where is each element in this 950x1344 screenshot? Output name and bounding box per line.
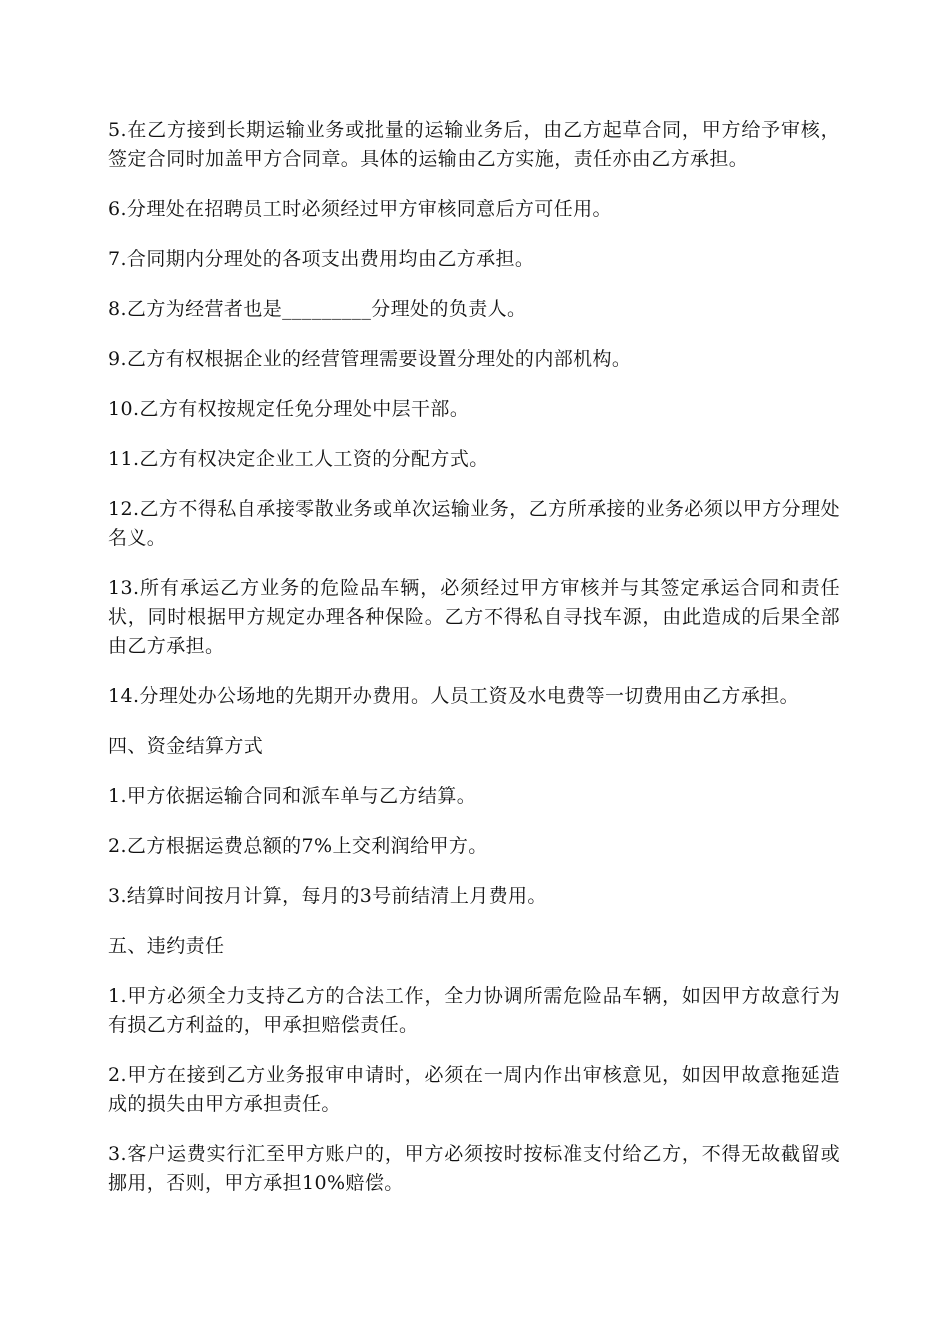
document-body: [108, 116, 840, 1219]
clause-9: 9.乙方有权根据企业的经营管理需要设置分理处的内部机构。: [108, 348, 632, 370]
section-heading-liability: 五、违约责任: [108, 935, 225, 957]
clause-13: 13.所有承运乙方业务的危险品车辆，必须经过甲方审核并与其签定承运合同和责任状，同时根据甲方规定办理各种保险。乙方不得私自寻找车源，由此造成的后果全部由乙方承担。: [108, 577, 840, 657]
clause-5: 5.在乙方接到长期运输业务或批量的运输业务后，由乙方起草合同，甲方给予审核，签定合同时加盖甲方合同章。具体的运输由乙方实施，责任亦由乙方承担。: [108, 119, 840, 170]
clause-12: 12.乙方不得私自承接零散业务或单次运输业务，乙方所承接的业务必须以甲方分理处名义。: [108, 498, 840, 549]
clause-14: 14.分理处办公场地的先期开办费用。人员工资及水电费等一切费用由乙方承担。: [108, 685, 800, 707]
section-heading-settlement: 四、资金结算方式: [108, 735, 264, 757]
clause-11: 11.乙方有权决定企业工人工资的分配方式。: [108, 448, 489, 470]
settlement-clause-2: 2.乙方根据运费总额的7%上交利润给甲方。: [108, 835, 488, 857]
liability-clause-3: 3.客户运费实行汇至甲方账户的，甲方必须按时按标准支付给乙方，不得无故截留或挪用，否则，甲方承担10%赔偿。: [108, 1143, 840, 1194]
clause-8: 8.乙方为经营者也是_________分理处的负责人。: [108, 298, 527, 320]
liability-clause-2: 2.甲方在接到乙方业务报审申请时，必须在一周内作出审核意见，如因甲故意拖延造成的损失由甲方承担责任。: [108, 1064, 840, 1115]
settlement-clause-1: 1.甲方依据运输合同和派车单与乙方结算。: [108, 785, 477, 807]
settlement-clause-3: 3.结算时间按月计算，每月的3号前结清上月费用。: [108, 885, 547, 907]
liability-clause-1: 1.甲方必须全力支持乙方的合法工作，全力协调所需危险品车辆，如因甲方故意行为有损乙方利益的，甲承担赔偿责任。: [108, 985, 840, 1036]
clause-7: 7.合同期内分理处的各项支出费用均由乙方承担。: [108, 248, 535, 270]
clause-6: 6.分理处在招聘员工时必须经过甲方审核同意后方可任用。: [108, 198, 612, 220]
clause-10: 10.乙方有权按规定任免分理处中层干部。: [108, 398, 470, 420]
